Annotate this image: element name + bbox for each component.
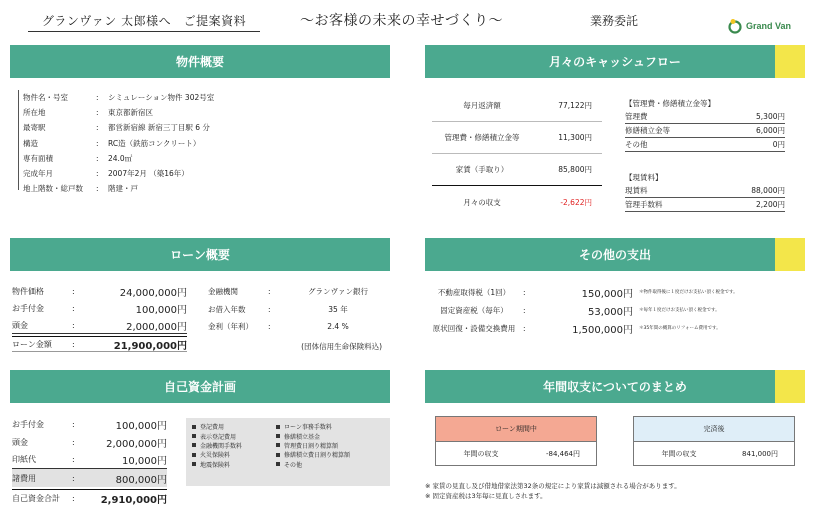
loan-total-row: ローン金額 : 21,900,000円 [12,336,187,352]
property-row: 物件名・号室 : シミュレーション物件 302号室 [23,93,215,103]
other-expense-title: その他の支出 [578,248,651,262]
loan-term-row: 金利（年利） : 2.4 % [208,322,349,332]
loan-row: 物件価格 : 24,000,000円 [12,287,187,299]
loan-row: 頭金 : 2,000,000円 [12,317,187,334]
misc-expense-items [186,418,390,486]
property-row: 完成年月 : 2007年2月 （築16年） [23,169,189,179]
property-value: シミュレーション物件 302号室 [108,93,215,103]
bullet-square-icon [192,434,196,438]
selffund-total-value: 2,910,000円 [100,495,167,506]
current-rent-row: 現賃料 88,000円 [625,184,785,198]
loan-terms [208,283,388,352]
property-label: 完成年月 [23,169,53,179]
accent-tab [775,238,805,271]
cashflow-row: 管理費・修繕積立金等 11,300円 [432,122,602,154]
property-value: RC造（鉄筋コンクリート） [108,138,201,148]
expense-note: ＊物件取得後に１度だけお支払い頂く税金です。 [639,290,738,295]
expense-row: 不動産取得税（1回） : 150,000円 ＊物件取得後に１度だけお支払い頂く税金です。 [437,287,738,300]
misc-item: その他 [276,460,384,469]
loan-amounts [12,283,187,352]
cashflow-section-header [425,45,805,78]
footnote: ※ 家賃の見直し及び借地借家法第32条の規定により家賃は減額される場合があります。 [425,482,681,490]
mgmt-fee-row: その他 0円 [625,138,785,152]
other-expense-section-header [425,238,805,271]
cashflow-row: 毎月返済額 77,122円 [432,90,602,122]
monthly-balance-value: -2,622円 [560,197,592,207]
expense-note: ＊毎年１度だけお支払い頂く税金です。 [639,308,720,313]
property-row: 地上階数・総戸数 : 階建・戸 [23,184,138,194]
expense-note: ＊35年間の概算のリフォーム費用です。 [639,326,721,331]
selffund-row: お手付金 : 100,000円 [12,419,167,432]
bullet-square-icon [276,443,280,447]
loan-period-box [435,416,597,466]
expense-row: 固定資産税（毎年） : 53,000円 ＊毎年１度だけお支払い頂く税金です。 [440,305,720,318]
monthly-balance-row: 月々の収支 -2,622円 [463,197,592,207]
property-value: 東京都新宿区 [108,108,153,118]
loan-term-row: 金融機関 : グランヴァン銀行 [208,287,368,297]
bullet-square-icon [192,453,196,457]
mgmt-fee-row: 管理費 5,300円 [625,110,785,124]
misc-item: 金融機関手数料 [192,441,276,450]
logo-icon [727,18,743,34]
slogan: ～お客様の未来の幸せづくり～ [300,13,503,29]
cashflow-row: 家賃（手取り） 85,800円 [432,154,602,186]
cashflow-title: 月々のキャッシュフロー [549,55,681,69]
bullet-square-icon [192,443,196,447]
property-details [18,90,390,194]
property-section-header [10,45,390,78]
current-rent-heading: 【現賃料】 [625,172,663,182]
bullet-square-icon [192,462,196,466]
selffund-row-highlight: 諸費用 : 800,000円 [12,469,167,487]
other-expense-list [425,283,805,337]
misc-item: 表示登記費用 [192,431,276,440]
expense-row: 原状回復・設備交換費用 : 1,500,000円 ＊35年間の概算のリフォーム費用です。 [432,323,721,336]
bullet-square-icon [192,425,196,429]
misc-item: 地震保険料 [192,460,276,469]
footnote: ※ 固定資産税は3年毎に見直しされます。 [425,492,547,500]
misc-item: ローン事務手数料 [276,422,384,431]
selffund-total-row: 自己資金合計 : 2,910,000円 [12,489,167,507]
property-row: 最寄駅 : 都営新宿線 新宿三丁目駅 6 分 [23,123,210,133]
loan-period-heading: ローン期間中 [436,417,596,442]
loan-period-row: 年間の収支 -84,464円 [463,450,580,458]
misc-item: 登記費用 [192,422,276,431]
current-rent-row: 管理手数料 2,200円 [625,198,785,212]
loan-term-row: お借入年数 : 35 年 [208,304,348,314]
completed-heading: 完済後 [634,417,794,442]
selffund-row: 頭金 : 2,000,000円 [12,437,167,450]
property-value: 2007年2月 （築16年） [108,169,189,179]
property-label: 最寄駅 [23,123,46,133]
completed-box [633,416,795,466]
bullet-square-icon [276,453,280,457]
bullet-square-icon [276,434,280,438]
property-value: 階建・戸 [108,184,138,194]
selffund-section-header [10,370,390,403]
property-label: 地上階数・総戸数 [23,184,83,194]
cashflow-table [432,90,602,218]
current-rent-breakdown [625,170,785,212]
logo-text: Grand Van [746,21,792,31]
summary-title: 年間収支についてのまとめ [543,380,687,394]
property-label: 構造 [23,138,38,148]
mgmt-fee-row: 修繕積立金等 6,000円 [625,124,785,138]
misc-item: 修繕積立費日割り精算額 [276,450,384,459]
mgmt-fee-breakdown [625,96,785,152]
property-label: 所在地 [23,108,46,118]
loan-section-header [10,238,390,271]
proposal-title: グランヴァン 太郎様へ ご提案資料 [28,12,260,32]
property-value: 都営新宿線 新宿三丁目駅 6 分 [108,123,210,133]
misc-item: 管理費日割り精算額 [276,441,384,450]
completed-row: 年間の収支 841,000円 [661,450,778,458]
misc-item: 火災保険料 [192,450,276,459]
loan-row: お手付金 : 100,000円 [12,304,187,316]
property-label: 専有面積 [23,153,53,163]
insurance-note: (団体信用生命保険料込) [301,341,382,351]
grand-van-logo [727,17,791,35]
misc-item: 修繕積立基金 [276,431,384,440]
footnotes [425,481,681,501]
mgmt-fee-heading: 【管理費・修繕積立金等】 [625,98,715,108]
property-value: 24.0㎡ [108,153,133,163]
property-row: 構造 : RC造（鉄筋コンクリート） [23,138,201,148]
summary-section-header [425,370,805,403]
property-label: 物件名・号室 [23,93,68,103]
property-row: 所在地 : 東京都新宿区 [23,108,153,118]
loan-amount-value: 21,900,000円 [113,340,187,352]
property-title: 物件概要 [175,55,224,69]
accent-tab [775,370,805,403]
accent-tab [775,45,805,78]
bullet-square-icon [276,462,280,466]
bullet-square-icon [276,425,280,429]
selffund-table [12,415,167,507]
business-type: 業務委託 [590,14,639,28]
selffund-row: 印紙代 : 10,000円 [12,451,167,469]
selffund-title: 自己資金計画 [163,380,236,394]
property-row: 専有面積 : 24.0㎡ [23,153,133,163]
loan-title: ローン概要 [170,248,230,262]
